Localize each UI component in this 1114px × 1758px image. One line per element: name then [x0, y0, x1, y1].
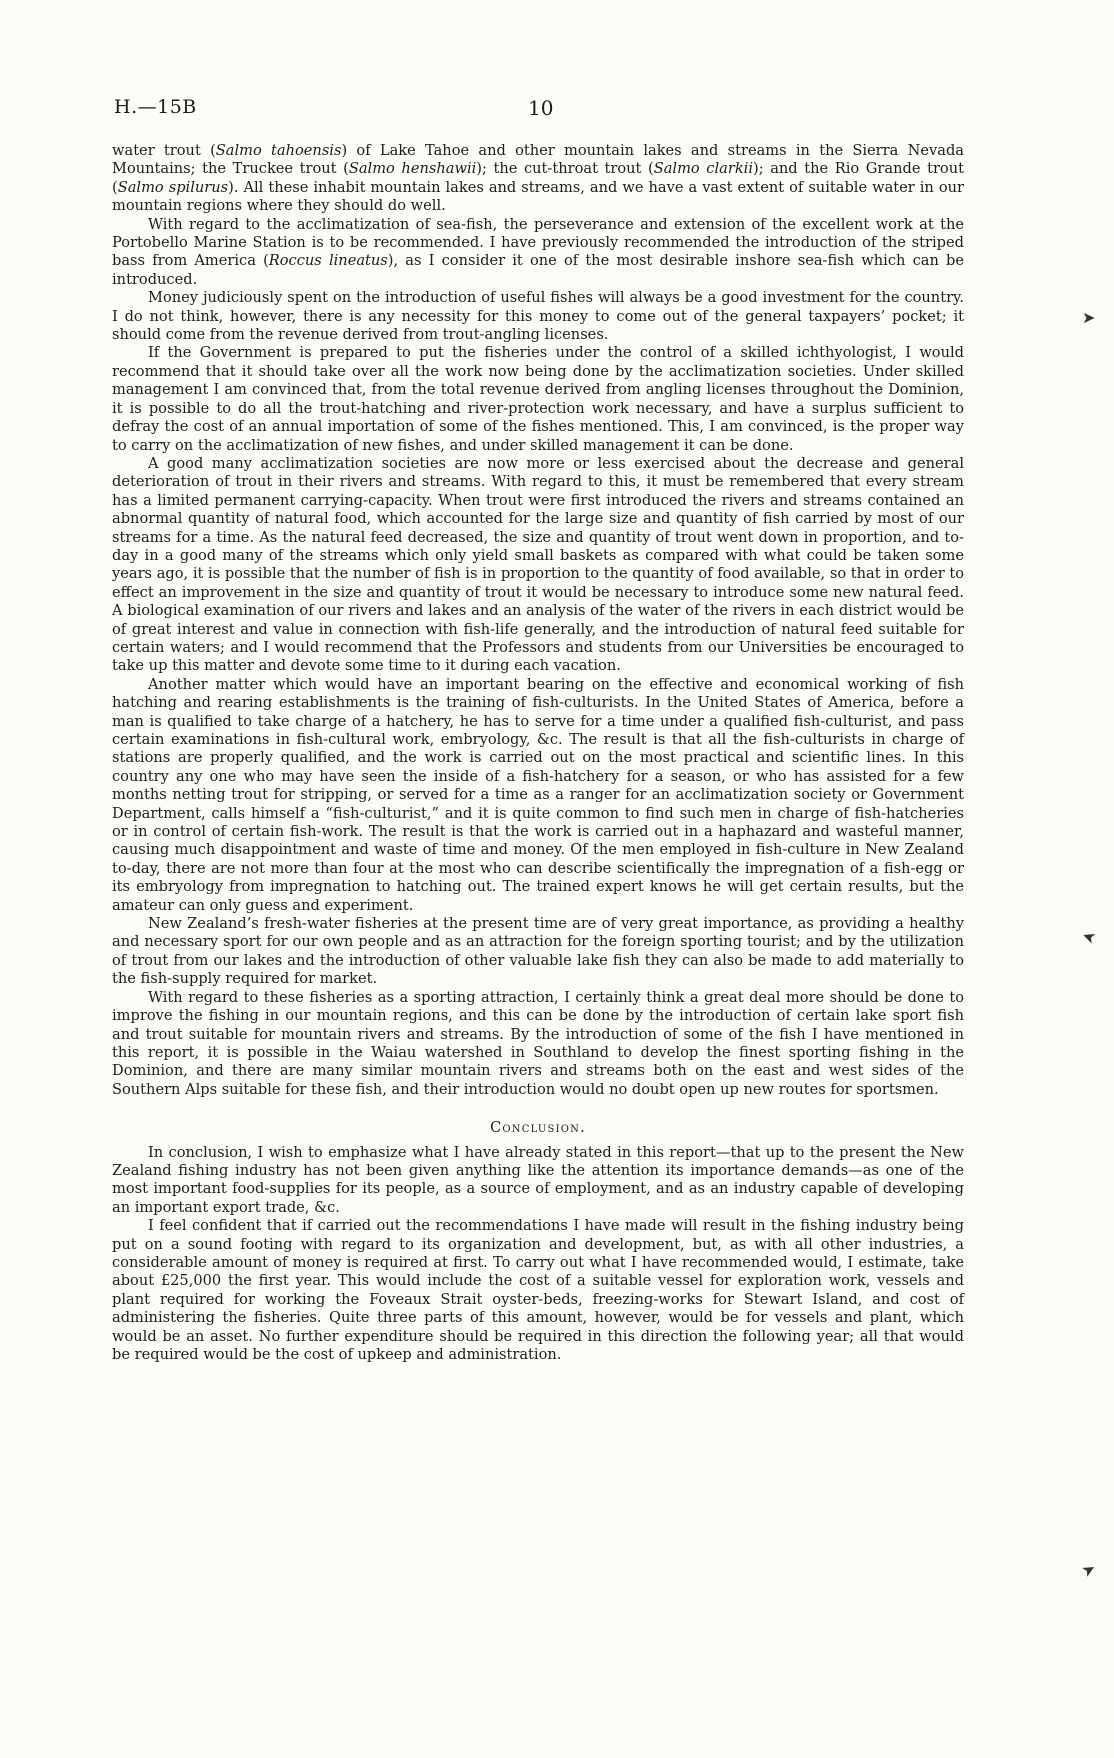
text-run: ); and the Rio Grande trout (	[112, 160, 964, 196]
text-run: With regard to the acclimatization of sea-fish, the perseverance and extension of the excellent work at the Portobello Marine Station is to be recommended. I have previously recommended the introduction of the striped bass from America (	[112, 215, 964, 270]
page-header	[0, 96, 1114, 126]
text-run: Money judiciously spent on the introduction of useful fishes will always be a good investment for the country. I do not think, however, there is any necessity for this money to come out of the general taxpayers’ pocket; it should come from the revenue derived from trout-angling licenses.	[112, 289, 964, 344]
page-number: 10	[528, 96, 554, 120]
species-name: Salmo spilurus	[117, 178, 229, 196]
species-name: Salmo henshawii	[348, 160, 477, 178]
paragraph	[112, 142, 964, 216]
text-run: A good many acclimatization societies are now more or less exercised about the decrease and general deterioration of trout in their rivers and streams. With regard to this, it must be remembered that every stream has a limited permanent carrying-capacity. When trout were first introduced the rivers and streams contained an abnormal quantity of natural food, which accounted for the large size and quantity of fish carried by most of our streams for a time. As the natural feed decreased, the size and quantity of trout went down in proportion, and to-day in a good many of the streams which only yield small baskets as compared with what could be taken some years ago, it is possible that the number of fish is in proportion to the quantity of food available, so that in order to effect an improvement in the size and quantity of trout it would be necessary to introduce some new natural feed. A biological examination of our rivers and lakes and an analysis of the water of the rivers in each district would be of great interest and value in connection with fish-life generally, and the introduction of natural feed suitable for certain waters; and I would recommend that the Professors and students from our Universities be encouraged to take up this matter and devote some time to it during each vacation.	[112, 454, 964, 675]
body-paragraphs	[112, 142, 964, 1099]
document-reference: H.—15B	[114, 96, 197, 118]
paragraph	[112, 216, 964, 290]
paragraph	[112, 344, 964, 454]
text-run: ), as I consider it one of the most desirable inshore sea-fish which can be introduced.	[112, 252, 964, 288]
margin-arrow-mark: ➤	[1078, 1557, 1100, 1582]
paragraph	[112, 915, 964, 989]
text-run: Another matter which would have an important bearing on the effective and economical working of fish hatching and rearing establishments is the training of fish-culturists. In the United States of America, before a man is qualified to take charge of a hatchery, he has to serve for a time under a qualified fish-culturist, and pass certain examinations in fish-cultural work, embryology, &c. The result is that all the fish-culturists in charge of stations are properly qualified, and the work is carried out on the most practical and scientific lines. In this country any one who may have seen the inside of a fish-hatchery for a season, or who has assisted for a few months netting trout for stripping, or served for a time as a ranger for an acclimatization society or Government Department, calls himself a “fish-culturist,” and it is quite common to find such men in charge of fish-hatcheries or in control of certain fish-work. The result is that the work is carried out in a haphazard and wasteful manner, causing much disappointment and waste of time and money. Of the men employed in fish-culture in New Zealand to-day, there are not more than four at the most who can describe scientifically the impregnation of a fish-egg or its embryology from impregnation to hatching out. The trained expert knows he will get certain results, but the amateur can only guess and experiment.	[112, 675, 964, 914]
conclusion-paragraph: I feel confident that if carried out the recommendations I have made will result in the fishing industry being put on a sound footing with regard to its organization and development, but, as with all other industries, a considerable amount of money is required at first. To carry out what I have recommended would, I estimate, take about £25,000 the first year. This would include the cost of a suitable vessel for exploration work, vessels and plant required for working the Foveaux Strait oyster-beds, freezing-works for Stewart Island, and cost of administering the fisheries. Quite three parts of this amount, however, would be for vessels and plant, which would be an asset. No further expenditure should be required in this direction the following year; all that would be required would be the cost of upkeep and administration.	[112, 1217, 964, 1363]
margin-arrow-mark: ➤	[1079, 926, 1099, 949]
text-run: ); the cut-throat trout (	[476, 160, 654, 178]
paragraph	[112, 676, 964, 915]
species-name: Roccus lineatus	[268, 252, 388, 270]
text-run: water trout (	[112, 142, 216, 159]
conclusion-paragraphs	[112, 1144, 964, 1365]
margin-arrow-mark: ➤	[1082, 308, 1096, 327]
paragraph	[112, 989, 964, 1099]
text-run: ). All these inhabit mountain lakes and streams, and we have a vast extent of suitable water in our mountain regions where they should do well.	[112, 178, 965, 215]
text-run: New Zealand’s fresh-water fisheries at the present time are of very great importance, as providing a healthy and necessary sport for our own people and as an attraction for the foreign sporting tourist; and by the utilization of trout from our lakes and the introduction of other valuable lake fish they can also be made to add materially to the fish-supply required for market.	[112, 915, 964, 988]
text-run: ) of Lake Tahoe and other mountain lakes and streams in the Sierra Nevada Mountains; the Truckee trout (	[112, 142, 964, 178]
conclusion-heading: Conclusion.	[490, 1120, 586, 1137]
paragraph	[112, 289, 964, 344]
text-run: With regard to these fisheries as a sporting attraction, I certainly think a great deal more should be done to improve the fishing in our mountain regions, and this can be done by the introduction of certain lake sport fish and trout suitable for mountain rivers and streams. By the introduction of some of the fish I have mentioned in this report, it is possible in the Waiau watershed in Southland to develop the finest sporting fishing in the Dominion, and there are many similar mountain rivers and streams both on the east and west sides of the Southern Alps suitable for these fish, and their introduction would no doubt open up new routes for sportsmen.	[112, 988, 964, 1098]
species-name: Salmo tahoensis	[215, 142, 342, 159]
conclusion-paragraph: In conclusion, I wish to emphasize what I have already stated in this report—that up to the present the New Zealand fishing industry has not been given anything like the attention its importance demands—as one of the most important food-supplies for its people, as a source of employment, and as an industry capable of developing an important export trade, &c.	[112, 1143, 964, 1216]
report-body	[112, 142, 964, 1364]
species-name: Salmo clarkii	[653, 160, 753, 178]
text-run: If the Government is prepared to put the fisheries under the control of a skilled ichthyologist, I would recommend that it should take over all the work now being done by the acclimatization societies. Under skilled management I am convinced that, from the total revenue derived from angling licenses throughout the Dominion, it is possible to do all the trout-hatching and river-protection work necessary, and have a surplus sufficient to defray the cost of an annual importation of some of the fishes mentioned. This, I am convinced, is the proper way to carry on the acclimatization of new fishes, and under skilled management it can be done.	[112, 344, 964, 454]
paragraph	[112, 455, 964, 676]
